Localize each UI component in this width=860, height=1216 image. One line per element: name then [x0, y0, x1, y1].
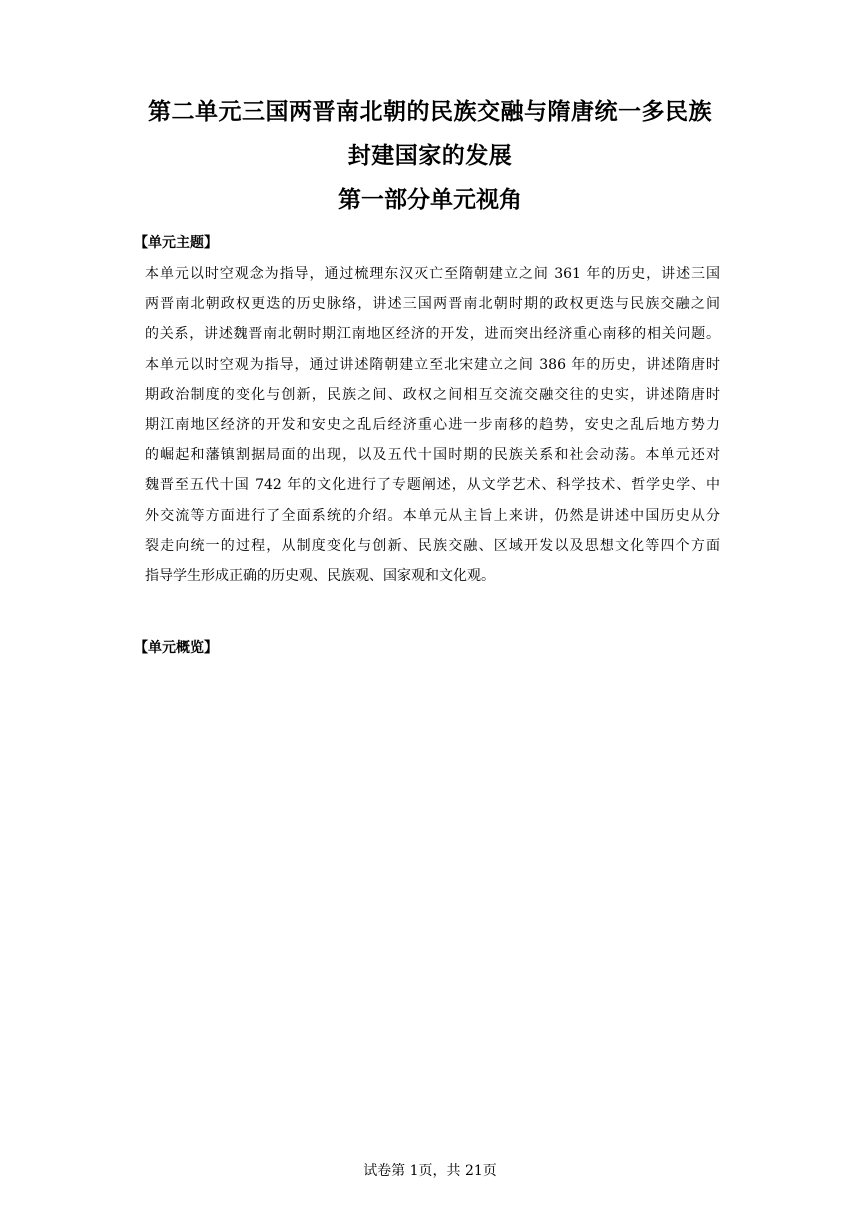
section-heading: 第一部分单元视角: [338, 187, 522, 213]
unit-overview-label: 【单元概览】: [134, 640, 218, 656]
title-block: [0, 90, 860, 222]
paragraph-line: 外交流等方面进行了全面系统的介绍。本单元从主旨上来讲，仍然是讲述中国历史从分: [145, 507, 720, 524]
paragraph-line: 本单元以时空观念为指导，通过梳理东汉灭亡至隋朝建立之间 361 年的历史，讲述三国: [145, 266, 720, 282]
paragraph-line: 裂走向统一的过程，从制度变化与创新、民族交融、区域开发以及思想文化等四个方面: [145, 537, 720, 554]
paragraph-line: 指导学生形成正确的历史观、民族观、国家观和文化观。: [145, 567, 495, 584]
paragraph-line: 的关系，讲述魏晋南北朝时期江南地区经济的开发，进而突出经济重心南移的相关问题。: [145, 326, 720, 343]
paragraph-line: 两晋南北朝政权更迭的历史脉络，讲述三国两晋南北朝时期的政权更迭与民族交融之间: [145, 296, 720, 313]
paragraph-line: 期政治制度的变化与创新，民族之间、政权之间相互交流交融交往的史实，讲述隋唐时: [145, 386, 720, 403]
paragraph-line: 的崛起和藩镇割据局面的出现，以及五代十国时期的民族关系和社会动荡。本单元还对: [145, 447, 720, 464]
paragraph-line: 本单元以时空观为指导，通过讲述隋朝建立至北宋建立之间 386 年的历史，讲述隋唐时: [145, 356, 720, 373]
paragraph-line: 魏晋至五代十国 742 年的文化进行了专题阐述，从文学艺术、科学技术、哲学史学、中: [145, 477, 720, 494]
document-title-line-1: 第二单元三国两晋南北朝的民族交融与隋唐统一多民族: [148, 99, 712, 125]
page-footer: 试卷第 1页，共 21页: [363, 1163, 497, 1179]
document-title-line-2: 封建国家的发展: [347, 143, 513, 169]
paragraph-line: 期江南地区经济的开发和安史之乱后经济重心进一步南移的趋势，安史之乱后地方势力: [145, 416, 720, 433]
unit-theme-label: 【单元主题】: [134, 235, 218, 251]
unit-theme-paragraph: [145, 259, 720, 591]
